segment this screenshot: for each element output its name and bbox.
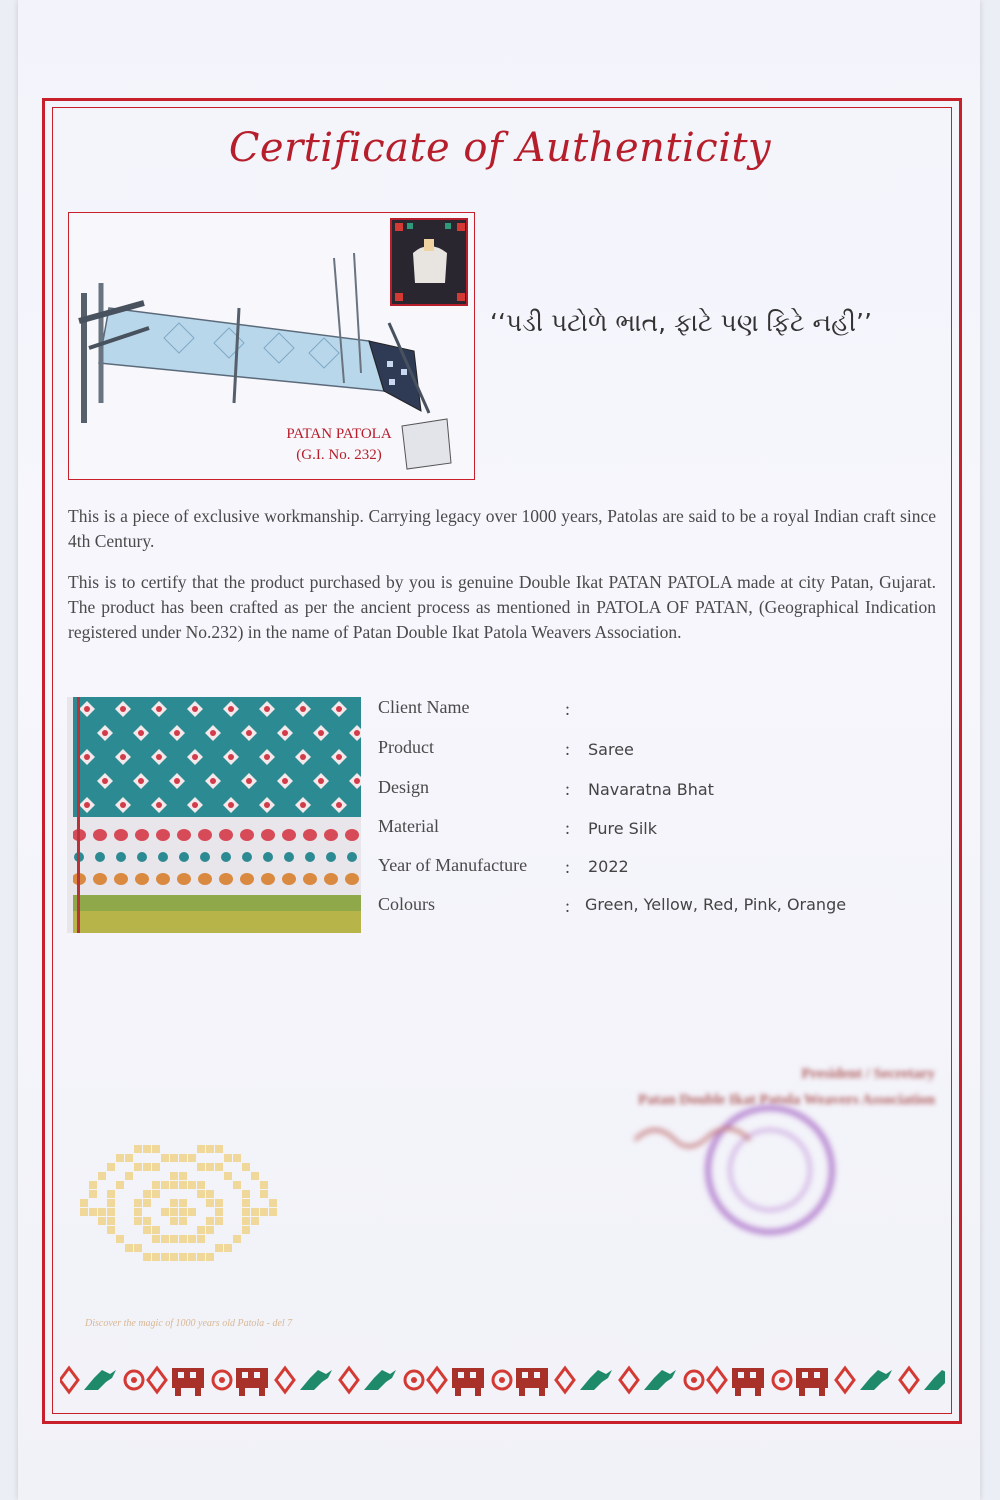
patola-bird-emblem (60, 1135, 310, 1315)
certification-paragraph: This is to certify that the product purchased by you is genuine Double Ikat PATAN PATOLA made at city Patan, Gujarat. The product has been crafted as per the ancient process as mentioned in PATOLA OF PATAN, (Geographical Indication registered under No.232) in the name of Patan Double Ikat Patola Weavers Association. (68, 572, 936, 642)
product-colon: : (565, 739, 571, 759)
colours-label: Colours (378, 894, 436, 914)
certificate-title: Certificate of Authenticity (228, 125, 772, 171)
saree-photo (67, 697, 361, 933)
signatory-role: President / Secretary (801, 1066, 935, 1082)
loom-caption-gi: (G.I. No. 232) (296, 447, 382, 463)
material-label: Material (378, 816, 439, 836)
colours-colon: : (565, 896, 571, 916)
design-value: Navaratna Bhat (588, 780, 714, 799)
emblem-tagline: Discover the magic of 1000 years old Patola - del 7 (85, 1318, 293, 1329)
gujarati-quote: ‘‘પડી પટોળે ભાત, ફાટે પણ ફિટે નહી’’ (490, 308, 872, 337)
year-label: Year of Manufacture (378, 855, 528, 875)
client-name-colon: : (565, 699, 571, 719)
association-stamp (620, 1100, 850, 1250)
loom-caption-title: PATAN PATOLA (286, 426, 392, 442)
signatory-organization: Patan Double Ikat Patola Weavers Association (638, 1092, 935, 1108)
design-label: Design (378, 777, 429, 797)
loom-illustration (68, 212, 475, 480)
decorative-motif-border (60, 1362, 945, 1402)
design-colon: : (565, 779, 571, 799)
colours-value: Green, Yellow, Red, Pink, Orange (585, 895, 847, 914)
material-value: Pure Silk (588, 819, 657, 838)
client-name-label: Client Name (378, 697, 470, 717)
product-label: Product (378, 737, 434, 757)
product-value: Saree (588, 740, 634, 759)
material-colon: : (565, 818, 571, 838)
intro-paragraph: This is a piece of exclusive workmanship. Carrying legacy over 1000 years, Patolas are said to be a royal Indian craft since 4th Century. (68, 506, 936, 551)
year-value: 2022 (588, 857, 629, 876)
year-colon: : (565, 857, 571, 877)
